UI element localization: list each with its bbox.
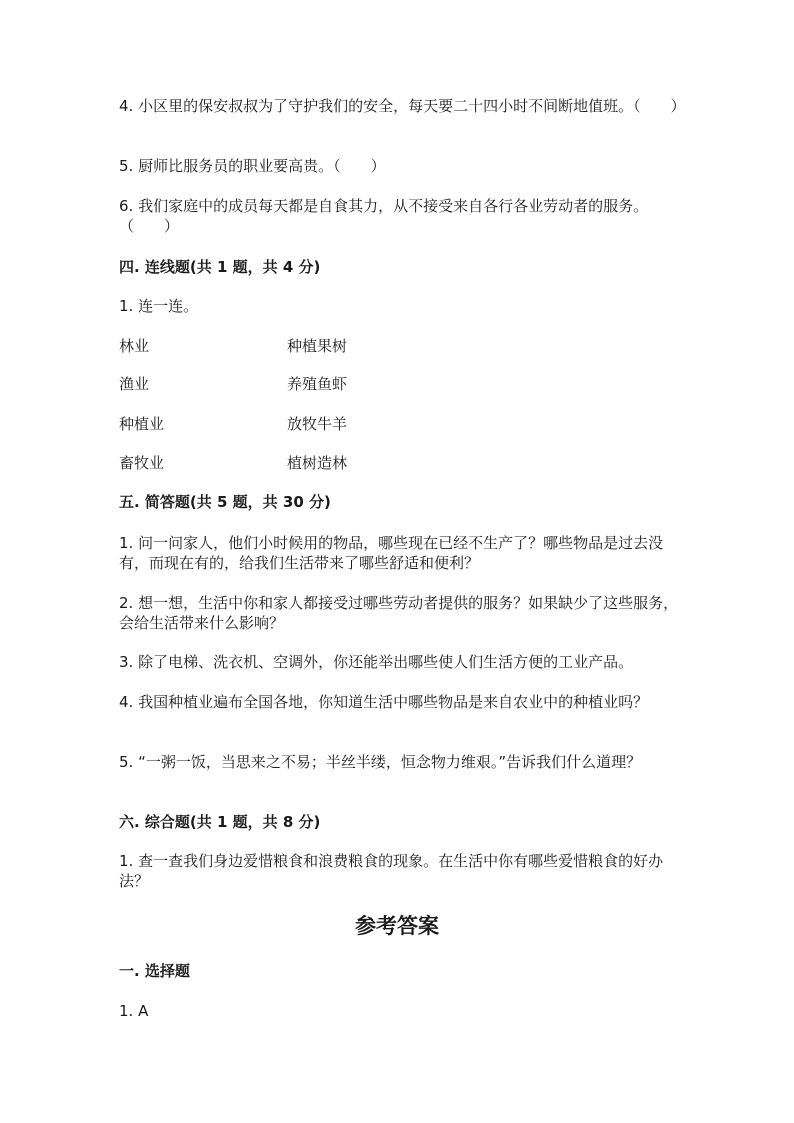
matching-left-item: 渔业: [119, 375, 150, 393]
section-heading-comprehensive: 六. 综合题(共 1 题，共 8 分): [119, 813, 321, 831]
matching-right-item: 种植果树: [287, 337, 348, 355]
matching-left-item: 种植业: [119, 415, 165, 433]
matching-question-1: 1. 连一连。: [119, 297, 199, 315]
answer-section-heading: 一. 选择题: [119, 962, 190, 980]
answer-item-1: 1. A: [119, 1002, 149, 1020]
short-question-3: 3. 除了电梯、洗衣机、空调外，你还能举出哪些使人们生活方便的工业产品。: [119, 653, 634, 671]
matching-left-item: 畜牧业: [119, 454, 165, 472]
short-question-5: 5. “一粥一饭，当思来之不易；半丝半缕，恒念物力维艰。”告诉我们什么道理？: [119, 753, 642, 771]
matching-right-item: 养殖鱼虾: [287, 375, 348, 393]
short-question-1: 1. 问一问家人，他们小时候用的物品，哪些现在已经不生产了？哪些物品是过去没有，而现在有的，给我们生活带来了哪些舒适和便利？: [119, 534, 664, 572]
judge-question-6: 6. 我们家庭中的成员每天都是自食其力，从不接受来自各行各业劳动者的服务。（ ）: [119, 197, 649, 235]
matching-right-item: 植树造林: [287, 454, 348, 472]
matching-left-item: 林业: [119, 337, 150, 355]
judge-question-4: 4. 小区里的保安叔叔为了守护我们的安全，每天要二十四小时不间断地值班。（ ）: [119, 97, 686, 115]
short-question-2: 2. 想一想，生活中你和家人都接受过哪些劳动者提供的服务？如果缺少了这些服务，会给生活带来什么影响？: [119, 594, 679, 632]
section-heading-matching: 四. 连线题(共 1 题，共 4 分): [119, 258, 321, 276]
judge-question-5: 5. 厨师比服务员的职业要高贵。（ ）: [119, 157, 386, 175]
section-heading-short-answer: 五. 简答题(共 5 题，共 30 分): [119, 493, 331, 511]
comprehensive-question-1: 1. 查一查我们身边爱惜粮食和浪费粮食的现象。在生活中你有哪些爱惜粮食的好办法？: [119, 852, 664, 890]
short-question-4: 4. 我国种植业遍布全国各地，你知道生活中哪些物品是来自农业中的种植业吗？: [119, 693, 649, 711]
answer-key-title: 参考答案: [355, 914, 439, 938]
matching-right-item: 放牧牛羊: [287, 415, 348, 433]
